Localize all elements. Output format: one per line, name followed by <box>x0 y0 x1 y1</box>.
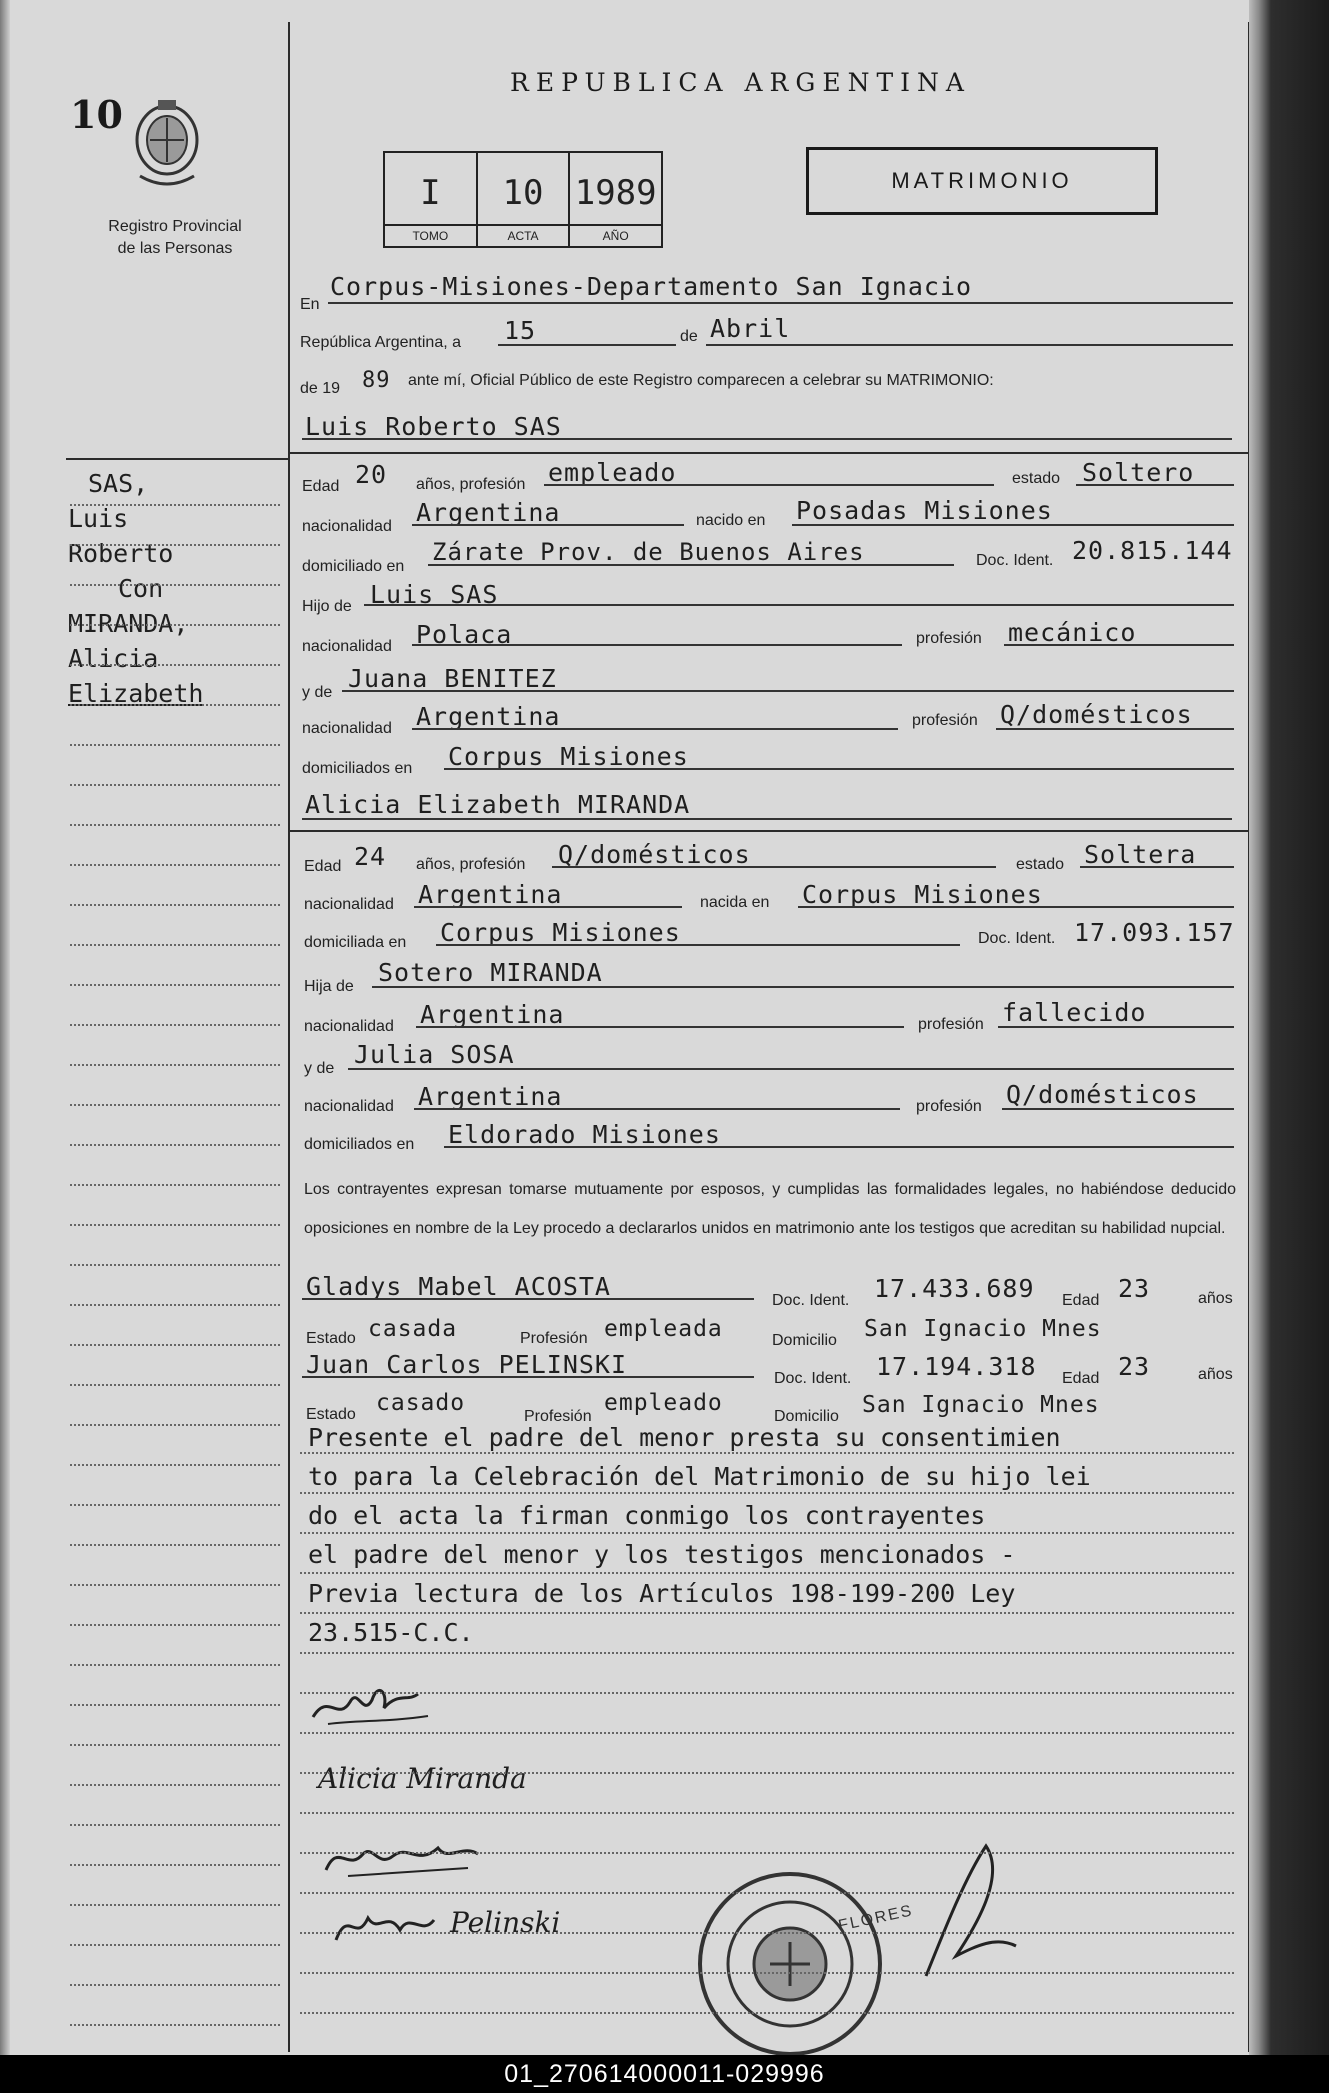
acta-label: ACTA <box>478 224 569 246</box>
witness2-prof-label: Profesión <box>524 1408 592 1425</box>
acta-value: 10 <box>502 173 544 213</box>
tomo-label: TOMO <box>385 224 476 246</box>
witness2-doc: 17.194.318 <box>876 1352 1037 1381</box>
en-label: En <box>300 296 320 313</box>
bride-father-line <box>372 986 1234 988</box>
witness1-estado-label: Estado <box>306 1330 356 1347</box>
body-ruled-line <box>300 1612 1234 1614</box>
page-left-edge <box>0 0 10 2055</box>
bride-father-nationality: Argentina <box>420 1000 565 1029</box>
margin-ruled-line <box>70 1184 280 1186</box>
groom-doc: 20.815.144 <box>1072 536 1233 565</box>
witness2-edad-label: Edad <box>1062 1370 1100 1387</box>
witness1-prof-label: Profesión <box>520 1330 588 1347</box>
groom-profession: empleado <box>548 458 677 487</box>
bride-father-nat-label: nacionalidad <box>304 1018 394 1035</box>
groom-nationality-line <box>412 524 684 526</box>
body-ruled-line <box>300 1652 1234 1654</box>
groom-section-rule <box>290 452 1248 454</box>
body-ruled-line <box>300 1492 1234 1494</box>
groom-name-line <box>302 438 1232 440</box>
body-ruled-line <box>300 1892 1234 1894</box>
observation-line: 23.515-C.C. <box>308 1618 474 1647</box>
margin-ruled-line <box>70 624 280 626</box>
month-line <box>706 344 1233 346</box>
witness2-name: Juan Carlos PELINSKI <box>306 1350 628 1379</box>
margin-ruled-line <box>70 1424 280 1426</box>
bride-nationality: Argentina <box>418 880 563 909</box>
bride-birthplace-line <box>798 906 1234 908</box>
bride-father: Sotero MIRANDA <box>378 958 603 987</box>
bride-domicile: Corpus Misiones <box>440 918 681 947</box>
stamp-text: FLORES <box>836 1902 915 1935</box>
bride-mother-profession: Q/domésticos <box>1006 1080 1199 1109</box>
place-line <box>328 302 1233 304</box>
day-line <box>498 344 676 346</box>
groom-status-line <box>1076 484 1234 486</box>
groom-parents-domicile: Corpus Misiones <box>448 742 689 771</box>
bride-edad-label: Edad <box>304 858 342 875</box>
margin-ruled-line <box>70 664 280 666</box>
groom-father-prof-line <box>1004 644 1234 646</box>
bride-hija-label: Hija de <box>304 978 354 995</box>
bride-mother-nationality: Argentina <box>418 1082 563 1111</box>
page-number: 10 <box>70 92 123 137</box>
bride-profesion-label: años, profesión <box>416 856 526 873</box>
body-ruled-line <box>300 1732 1234 1734</box>
witness1-doc: 17.433.689 <box>874 1274 1035 1303</box>
groom-nacido-label: nacido en <box>696 512 766 529</box>
witness2-estado-label: Estado <box>306 1406 356 1423</box>
groom-hijo-label: Hijo de <box>302 598 352 615</box>
margin-ruled-line <box>70 784 280 786</box>
registry-name <box>70 216 280 260</box>
groom-nationality: Argentina <box>416 498 561 527</box>
bride-estado-label: estado <box>1016 856 1065 873</box>
body-ruled-line <box>300 1692 1234 1694</box>
observation-line: Presente el padre del menor presta su consentimien <box>308 1423 1061 1452</box>
body-ruled-line <box>300 1772 1234 1774</box>
margin-ruled-line <box>70 1904 280 1906</box>
bride-name: Alicia Elizabeth MIRANDA <box>305 790 691 819</box>
margin-divider <box>288 22 290 2052</box>
bride-parents-dom-line <box>444 1146 1234 1148</box>
margin-ruled-line <box>70 1784 280 1786</box>
groom-birthplace-line <box>792 524 1234 526</box>
month-value: Abril <box>710 314 791 343</box>
registry-line-1: Registro Provincial <box>108 218 242 235</box>
bride-age: 24 <box>354 842 387 871</box>
bride-nationality-line <box>414 906 682 908</box>
bride-father-prof-label: profesión <box>918 1016 984 1033</box>
witness2-status: casado <box>376 1390 466 1416</box>
margin-ruled-line <box>70 504 280 506</box>
groom-father-line <box>364 604 1234 606</box>
groom-mother: Juana BENITEZ <box>348 664 557 693</box>
de-label: de <box>680 328 698 345</box>
observation-line: el padre del menor y los testigos mencionados - <box>308 1540 1016 1569</box>
groom-father-nationality: Polaca <box>416 620 513 649</box>
groom-mother-nat-line <box>412 728 898 730</box>
groom-mother-nationality: Argentina <box>416 702 561 731</box>
margin-ruled-line <box>70 744 280 746</box>
groom-mother-profession: Q/domésticos <box>1000 700 1193 729</box>
witness1-status: casada <box>368 1316 458 1342</box>
bride-mother-nat-line <box>414 1108 900 1110</box>
groom-father-profession: mecánico <box>1008 618 1137 647</box>
body-ruled-line <box>300 1532 1234 1534</box>
bride-doc-label: Doc. Ident. <box>978 930 1056 947</box>
margin-ruled-line <box>70 1464 280 1466</box>
intro-text: ante mí, Oficial Público de este Registro comparecen a celebrar su MATRIMONIO: <box>408 372 994 389</box>
margin-ruled-line <box>70 1864 280 1866</box>
body-ruled-line <box>300 1572 1234 1574</box>
groom-yde-label: y de <box>302 684 333 701</box>
margin-ruled-line <box>70 944 280 946</box>
margin-ruled-line <box>70 1664 280 1666</box>
bride-doc: 17.093.157 <box>1074 918 1235 947</box>
bride-mother-line <box>348 1068 1234 1070</box>
margin-ruled-line <box>70 1704 280 1706</box>
declaration-text: Los contrayentes expresan tomarse mutuamente por esposos, y cumplidas las formalidades legales, no habiéndose deducido oposiciones en nombre de la Ley procedo a declararlos unidos en matrimonio ante los testigos que acreditan su habilidad nupcial. <box>304 1181 1236 1237</box>
margin-ruled-line <box>70 1984 280 1986</box>
bride-section-rule <box>290 830 1248 832</box>
margin-ruled-line <box>70 1224 280 1226</box>
groom-father-nat-label: nacionalidad <box>302 638 392 655</box>
tomo-acta-ano-box <box>383 151 663 248</box>
witness2-anos-label: años <box>1198 1366 1233 1383</box>
ano-cell <box>570 153 661 246</box>
bride-dom-label: domiciliada en <box>304 934 407 951</box>
groom-mother-line <box>342 690 1234 692</box>
margin-ruled-line <box>70 1504 280 1506</box>
groom-status: Soltero <box>1082 458 1195 487</box>
observation-line: do el acta la firman conmigo los contrayentes <box>308 1501 986 1530</box>
groom-estado-label: estado <box>1012 470 1061 487</box>
margin-ruled-line <box>70 824 280 826</box>
groom-name: Luis Roberto SAS <box>305 412 562 441</box>
year-value: 89 <box>362 368 391 393</box>
witness1-edad-label: Edad <box>1062 1292 1100 1309</box>
body-ruled-line <box>300 1452 1234 1454</box>
groom-profesion-label: años, profesión <box>416 476 526 493</box>
bride-profession-line <box>552 866 996 868</box>
provincial-seal-icon <box>130 96 204 196</box>
body-ruled-line <box>300 1812 1234 1814</box>
margin-ruled-line <box>70 864 280 866</box>
witness2-age: 23 <box>1118 1352 1151 1381</box>
footer-id: 01_270614000011-029996 <box>0 2055 1329 2093</box>
body-ruled-line <box>300 1932 1234 1934</box>
margin-ruled-line <box>70 1144 280 1146</box>
body-ruled-line <box>300 2012 1234 2014</box>
margin-note-line: MIRANDA, <box>68 609 189 638</box>
witness2-profession: empleado <box>604 1390 723 1416</box>
body-ruled-line <box>300 1972 1234 1974</box>
bride-signature: Alicia Miranda <box>318 1762 527 1795</box>
margin-ruled-line <box>70 584 280 586</box>
groom-doc-label: Doc. Ident. <box>976 552 1054 569</box>
tomo-cell <box>385 153 478 246</box>
margin-ruled-line <box>70 1384 280 1386</box>
margin-note-line: Luis <box>68 504 129 533</box>
margin-ruled-line <box>70 1104 280 1106</box>
bride-name-line <box>302 818 1232 820</box>
observation-line: Previa lectura de los Artículos 198-199-200 Ley <box>308 1579 1016 1608</box>
bride-parents-domicile: Eldorado Misiones <box>448 1120 721 1149</box>
margin-note-line: Roberto <box>68 539 174 568</box>
bride-father-nat-line <box>416 1026 904 1028</box>
bride-mother: Julia SOSA <box>354 1040 515 1069</box>
witness1-doc-label: Doc. Ident. <box>772 1292 850 1309</box>
witness1-anos-label: años <box>1198 1290 1233 1307</box>
margin-note-line: Con <box>118 574 164 603</box>
groom-age: 20 <box>355 460 388 489</box>
margin-note <box>68 466 288 711</box>
witness1-profession: empleada <box>604 1316 723 1342</box>
witness1-age: 23 <box>1118 1274 1151 1303</box>
margin-top-rule <box>66 458 288 460</box>
groom-father-prof-label: profesión <box>916 630 982 647</box>
groom-mother-prof-label: profesión <box>912 712 978 729</box>
margin-ruled-line <box>70 1264 280 1266</box>
groom-signature-icon <box>308 1672 438 1732</box>
groom-mother-nat-label: nacionalidad <box>302 720 392 737</box>
margin-ruled-line <box>70 704 280 706</box>
witness1-dom-label: Domicilio <box>772 1332 837 1349</box>
bride-birthplace: Corpus Misiones <box>802 880 1043 909</box>
margin-ruled-line <box>70 1024 280 1026</box>
tomo-value: I <box>420 173 441 213</box>
country-title: REPUBLICA ARGENTINA <box>510 68 971 97</box>
groom-nat-label: nacionalidad <box>302 518 392 535</box>
margin-ruled-line <box>70 904 280 906</box>
witness-signature-icon <box>330 1900 440 1950</box>
witness2-signature: Pelinski <box>450 1906 561 1939</box>
record-type-box: MATRIMONIO <box>806 147 1158 215</box>
margin-ruled-line <box>70 1584 280 1586</box>
margin-ruled-line <box>70 1344 280 1346</box>
margin-ruled-line <box>70 1304 280 1306</box>
witness2-domicile: San Ignacio Mnes <box>862 1392 1100 1418</box>
margin-ruled-line <box>70 984 280 986</box>
groom-edad-label: Edad <box>302 478 340 495</box>
ano-label: AÑO <box>570 224 661 246</box>
margin-ruled-line <box>70 1064 280 1066</box>
groom-father-nat-line <box>412 644 902 646</box>
bride-mother-prof-line <box>1002 1108 1234 1110</box>
right-rule <box>1248 22 1250 2052</box>
witness2-doc-label: Doc. Ident. <box>774 1370 852 1387</box>
witness2-name-line <box>302 1376 754 1378</box>
groom-mother-prof-line <box>996 728 1234 730</box>
body-ruled-line <box>300 1852 1234 1854</box>
acta-cell <box>478 153 571 246</box>
bride-nat-label: nacionalidad <box>304 896 394 913</box>
bride-status-line <box>1080 866 1234 868</box>
year-label: de 19 <box>300 380 341 397</box>
margin-note-line: Elizabeth <box>68 679 204 708</box>
margin-ruled-line <box>70 1624 280 1626</box>
day-value: 15 <box>504 316 537 345</box>
margin-note-line: SAS, <box>88 469 149 498</box>
bride-mother-prof-label: profesión <box>916 1098 982 1115</box>
observation-line: to para la Celebración del Matrimonio de su hijo lei <box>308 1462 1091 1491</box>
groom-dom-label: domiciliado en <box>302 558 405 575</box>
groom-parents-dom-line <box>444 768 1234 770</box>
bride-status: Soltera <box>1084 840 1197 869</box>
groom-domicile-line <box>428 564 954 566</box>
bride-yde-label: y de <box>304 1060 335 1077</box>
witness1-name-line <box>302 1298 754 1300</box>
margin-ruled-line <box>70 1544 280 1546</box>
bride-father-profession: fallecido <box>1002 998 1147 1027</box>
bride-father-prof-line <box>998 1026 1234 1028</box>
groom-birthplace: Posadas Misiones <box>796 496 1053 525</box>
groom-father: Luis SAS <box>370 580 499 609</box>
margin-ruled-line <box>70 1744 280 1746</box>
bride-nacida-label: nacida en <box>700 894 770 911</box>
margin-ruled-line <box>70 544 280 546</box>
groom-parents-dom-label: domiciliados en <box>302 760 413 777</box>
bride-profession: Q/domésticos <box>558 840 751 869</box>
bride-mother-nat-label: nacionalidad <box>304 1098 394 1115</box>
place-value: Corpus-Misiones-Departamento San Ignacio <box>330 272 973 301</box>
margin-ruled-line <box>70 2024 280 2026</box>
ano-value: 1989 <box>574 173 657 213</box>
margin-ruled-line <box>70 1944 280 1946</box>
republica-label: República Argentina, a <box>300 334 461 351</box>
witness1-name: Gladys Mabel ACOSTA <box>306 1272 611 1301</box>
witness1-domicile: San Ignacio Mnes <box>864 1316 1102 1342</box>
groom-domicile: Zárate Prov. de Buenos Aires <box>432 538 865 566</box>
margin-note-line: Alicia <box>68 644 159 673</box>
witness2-dom-label: Domicilio <box>774 1408 839 1425</box>
margin-ruled-line <box>70 1824 280 1826</box>
registry-line-2: de las Personas <box>117 240 233 257</box>
father-signature-icon <box>318 1832 488 1882</box>
bride-domicile-line <box>436 944 960 946</box>
bride-parents-dom-label: domiciliados en <box>304 1136 415 1153</box>
groom-profession-line <box>544 484 994 486</box>
